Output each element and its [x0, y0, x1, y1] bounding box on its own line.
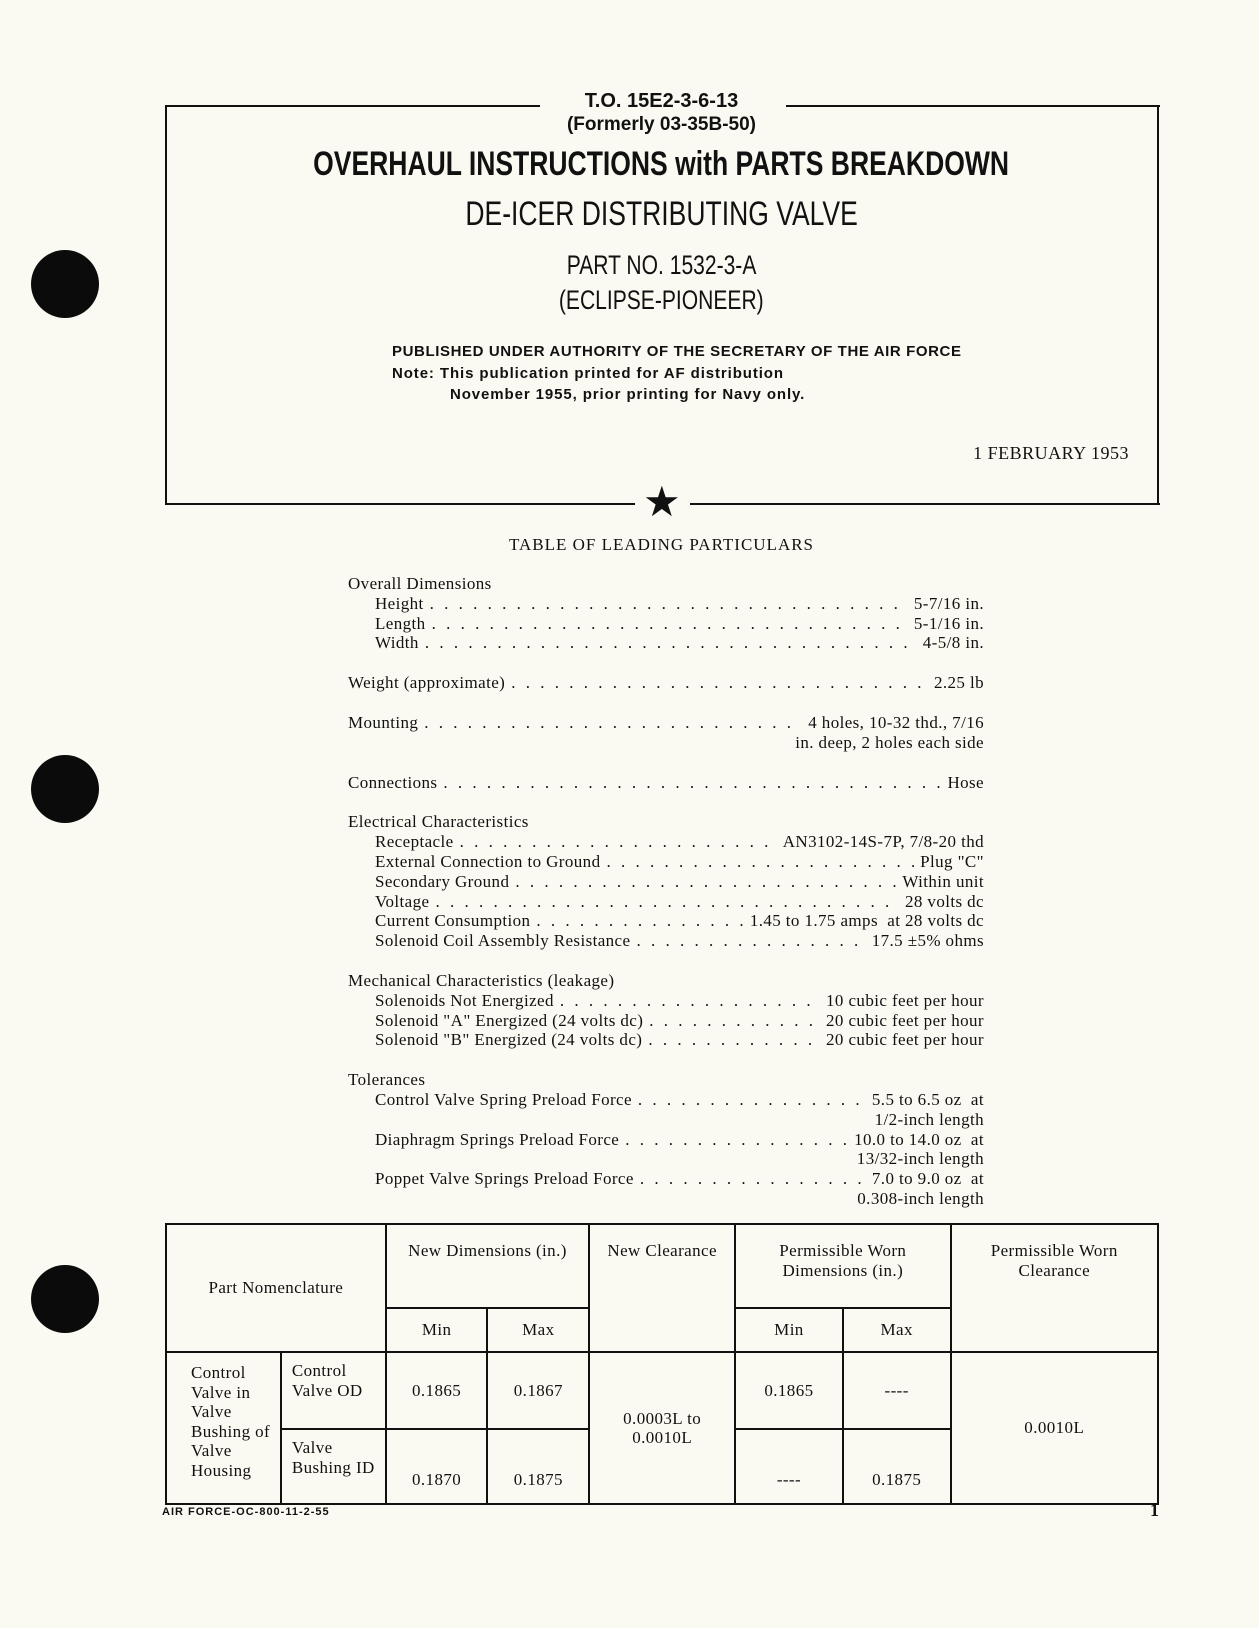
value-cont: 1/2-inch length [874, 1109, 984, 1129]
section-label: Electrical Characteristics [348, 812, 529, 832]
value: AN3102-14S-7P, 7/8-20 thd [782, 832, 984, 852]
value: 7.0 to 9.0 oz at [871, 1169, 984, 1189]
dimensions-table [165, 1223, 1159, 1505]
header-min: Min [735, 1308, 843, 1352]
worn-max: 0.1875 [843, 1429, 951, 1504]
value: 10 cubic feet per hour [826, 990, 984, 1010]
value: 28 volts dc [904, 891, 984, 911]
section-label: Mechanical Characteristics (leakage) [348, 970, 615, 990]
note-line2: November 1955, prior printing for Navy only. [450, 386, 806, 403]
doc-subtitle: DE-ICER DISTRIBUTING VALVE [465, 195, 858, 233]
new-clearance: 0.0003L to 0.0010L [589, 1352, 735, 1504]
value: 4 holes, 10-32 thd., 7/16 [808, 712, 984, 732]
binder-hole [31, 755, 99, 823]
value: 2.25 lb [933, 673, 984, 693]
label: Mounting [348, 712, 419, 732]
value-cont: 0.308-inch length [857, 1188, 984, 1208]
value: 5-7/16 in. [913, 593, 984, 613]
worn-min: ---- [735, 1429, 843, 1504]
value: 4-5/8 in. [922, 633, 984, 653]
section-label: Overall Dimensions [348, 574, 492, 593]
box-bottom-left [165, 503, 635, 505]
label: Voltage [375, 891, 430, 911]
value: 17.5 ±5% ohms [871, 931, 984, 951]
label: Height [375, 593, 424, 613]
header-min: Min [386, 1308, 488, 1352]
header-max: Max [843, 1308, 951, 1352]
header-part-nomenclature: Part Nomenclature [166, 1224, 386, 1352]
to-number: T.O. 15E2-3-6-13 [584, 90, 739, 112]
new-min: 0.1865 [386, 1352, 488, 1429]
label: Control Valve Spring Preload Force [375, 1089, 632, 1109]
date: 1 FEBRUARY 1953 [973, 443, 1129, 463]
worn-min: 0.1865 [735, 1352, 843, 1429]
label: Solenoid Coil Assembly Resistance [375, 931, 631, 951]
value-cont: in. deep, 2 holes each side [795, 732, 984, 752]
header-worn-clearance: Permissible Worn Clearance [951, 1224, 1158, 1352]
label: Diaphragm Springs Preload Force [375, 1129, 620, 1149]
label: Solenoid "A" Energized (24 volts dc) [375, 1010, 644, 1030]
value: 20 cubic feet per hour [826, 1030, 984, 1050]
value: 1.45 to 1.75 amps at 28 volts dc [749, 911, 984, 931]
value: 5.5 to 6.5 oz at [871, 1089, 984, 1109]
label: Secondary Ground [375, 871, 510, 891]
label: Current Consumption [375, 911, 531, 931]
label: Poppet Valve Springs Preload Force [375, 1169, 634, 1189]
part-name: Control Valve OD [281, 1352, 386, 1429]
table-row [166, 1352, 1158, 1429]
label: Width [375, 633, 419, 653]
header-new-dimensions: New Dimensions (in.) [386, 1224, 590, 1308]
particulars-title: TABLE OF LEADING PARTICULARS [508, 535, 815, 554]
header-worn-dimensions: Permissible Worn Dimensions (in.) [735, 1224, 950, 1308]
label: Receptacle [375, 832, 454, 852]
label: Connections [348, 772, 438, 792]
star-icon: ★ [643, 480, 681, 526]
doc-title: OVERHAUL INSTRUCTIONS with PARTS BREAKDOWN [313, 145, 1010, 183]
section-label: Tolerances [348, 1070, 426, 1090]
new-max: 0.1875 [487, 1429, 589, 1504]
group-label: Control Valve in Valve Bushing of Valve Housing [166, 1352, 281, 1504]
page-number: 1 [1150, 1500, 1159, 1520]
manufacturer: (ECLIPSE-PIONEER) [559, 285, 764, 315]
label: Solenoid "B" Energized (24 volts dc) [375, 1030, 643, 1050]
value: Within unit [902, 871, 984, 891]
value: 20 cubic feet per hour [826, 1010, 984, 1030]
leading-particulars [348, 574, 984, 1209]
part-number: PART NO. 1532-3-A [566, 250, 757, 280]
value-cont: 13/32-inch length [856, 1149, 984, 1169]
worn-max: ---- [843, 1352, 951, 1429]
authority: PUBLISHED UNDER AUTHORITY OF THE SECRETARY OF THE AIR FORCE [392, 343, 962, 360]
part-name: Valve Bushing ID [281, 1429, 386, 1504]
box-bottom-right [690, 503, 1160, 505]
value: Plug "C" [920, 851, 984, 871]
worn-clearance: 0.0010L [951, 1352, 1158, 1504]
header-max: Max [487, 1308, 589, 1352]
value: 5-1/16 in. [913, 613, 984, 633]
label: Weight (approximate) [348, 673, 506, 693]
note-line1: Note: This publication printed for AF distribution [392, 365, 784, 382]
binder-hole [31, 1265, 99, 1333]
label: Length [375, 613, 426, 633]
new-max: 0.1867 [487, 1352, 589, 1429]
footer-code: AIR FORCE-OC-800-11-2-55 [162, 1506, 330, 1518]
header-new-clearance: New Clearance [589, 1224, 735, 1352]
new-min: 0.1870 [386, 1429, 488, 1504]
formerly: (Formerly 03-35B-50) [566, 114, 757, 135]
value: 10.0 to 14.0 oz at [854, 1129, 984, 1149]
binder-hole [31, 250, 99, 318]
label: Solenoids Not Energized [375, 990, 554, 1010]
label: External Connection to Ground [375, 851, 601, 871]
value: Hose [947, 772, 984, 792]
